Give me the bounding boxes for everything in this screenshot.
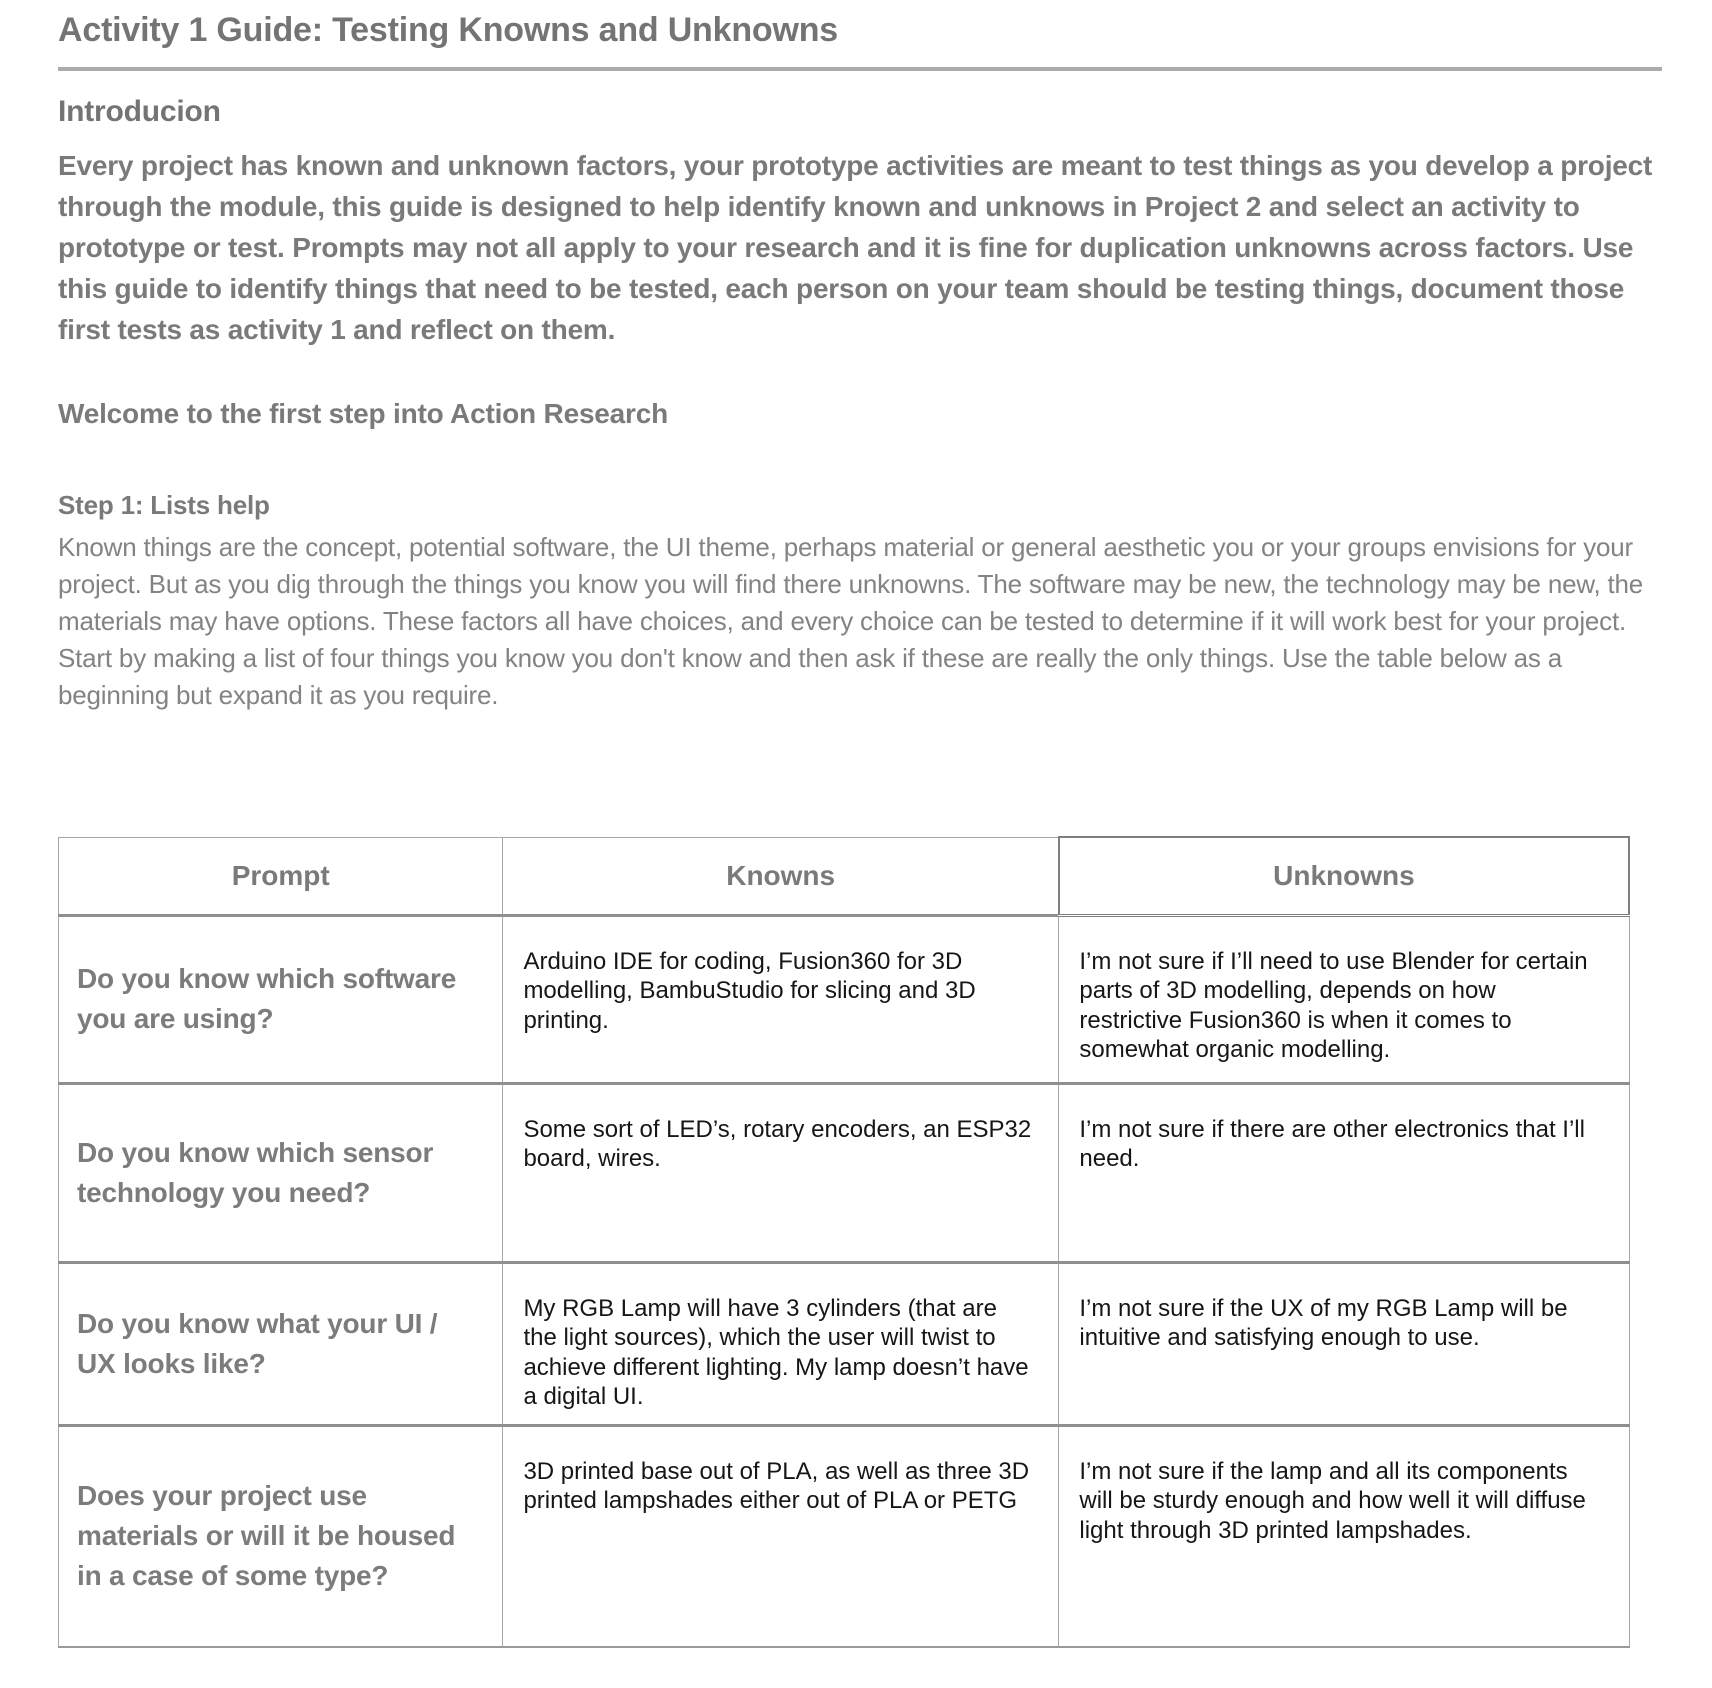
table-row-ui-ux [59, 1262, 1630, 1425]
title-divider [58, 67, 1662, 71]
knowns-cell: Arduino IDE for coding, Fusion360 for 3D modelling, BambuStudio for slicing and 3D printing. [503, 915, 1059, 1083]
unknowns-cell: I’m not sure if the lamp and all its components will be sturdy enough and how well it will diffuse light through 3D printed lampshades. [1059, 1425, 1629, 1647]
unknowns-cell: I’m not sure if the UX of my RGB Lamp will be intuitive and satisfying enough to use. [1059, 1262, 1629, 1425]
table-row-materials [59, 1425, 1630, 1647]
step1-paragraph: Known things are the concept, potential software, the UI theme, perhaps material or general aesthetic you or your groups envisions for your project. But as you dig through the things you know you will find there unknowns. The software may be new, the technology may be new, the materials may have options. These factors all have choices, and every choice can be tested to determine if it will work best for your project. Start by making a list of four things you know you don't know and then ask if these are really the only things. Use the table below as a beginning but expand it as you require. [58, 532, 1644, 710]
document-title: Activity 1 Guide: Testing Knowns and Unknowns [58, 11, 838, 49]
column-header-prompt: Prompt [59, 837, 503, 915]
table-row-sensor-technology [59, 1083, 1630, 1262]
prompt-cell: Do you know what your UI / UX looks like? [59, 1262, 503, 1425]
prompt-cell: Do you know which software you are using? [59, 915, 503, 1083]
table-header-row [59, 837, 1630, 915]
knowns-cell: 3D printed base out of PLA, as well as three 3D printed lampshades either out of PLA or PETG [503, 1425, 1059, 1647]
knowns-unknowns-table [58, 836, 1630, 1648]
introduction-paragraph: Every project has known and unknown factors, your prototype activities are meant to test things as you develop a project through the module, this guide is designed to help identify known and unknows in Project 2 and select an activity to prototype or test. Prompts may not all apply to your research and it is fine for duplication unknowns across factors. Use this guide to identify things that need to be tested, each person on your team should be testing things, document those first tests as activity 1 and reflect on them. [58, 150, 1653, 345]
unknowns-cell: I’m not sure if I’ll need to use Blender for certain parts of 3D modelling, depends on how restrictive Fusion360 is when it comes to somewhat organic modelling. [1059, 915, 1629, 1083]
column-header-unknowns: Unknowns [1059, 837, 1629, 915]
prompt-cell: Does your project use materials or will it be housed in a case of some type? [59, 1425, 503, 1647]
knowns-cell: My RGB Lamp will have 3 cylinders (that are the light sources), which the user will twist to achieve different lighting. My lamp doesn’t have a digital UI. [503, 1262, 1059, 1425]
welcome-heading: Welcome to the first step into Action Research [58, 398, 669, 429]
introduction-heading: Introducion [58, 95, 221, 128]
knowns-cell: Some sort of LED’s, rotary encoders, an ESP32 board, wires. [503, 1083, 1059, 1262]
table-row-software [59, 915, 1630, 1083]
column-header-knowns: Knowns [503, 837, 1059, 915]
unknowns-cell: I’m not sure if there are other electronics that I’ll need. [1059, 1083, 1629, 1262]
step1-heading: Step 1: Lists help [58, 490, 270, 520]
prompt-cell: Do you know which sensor technology you need? [59, 1083, 503, 1262]
